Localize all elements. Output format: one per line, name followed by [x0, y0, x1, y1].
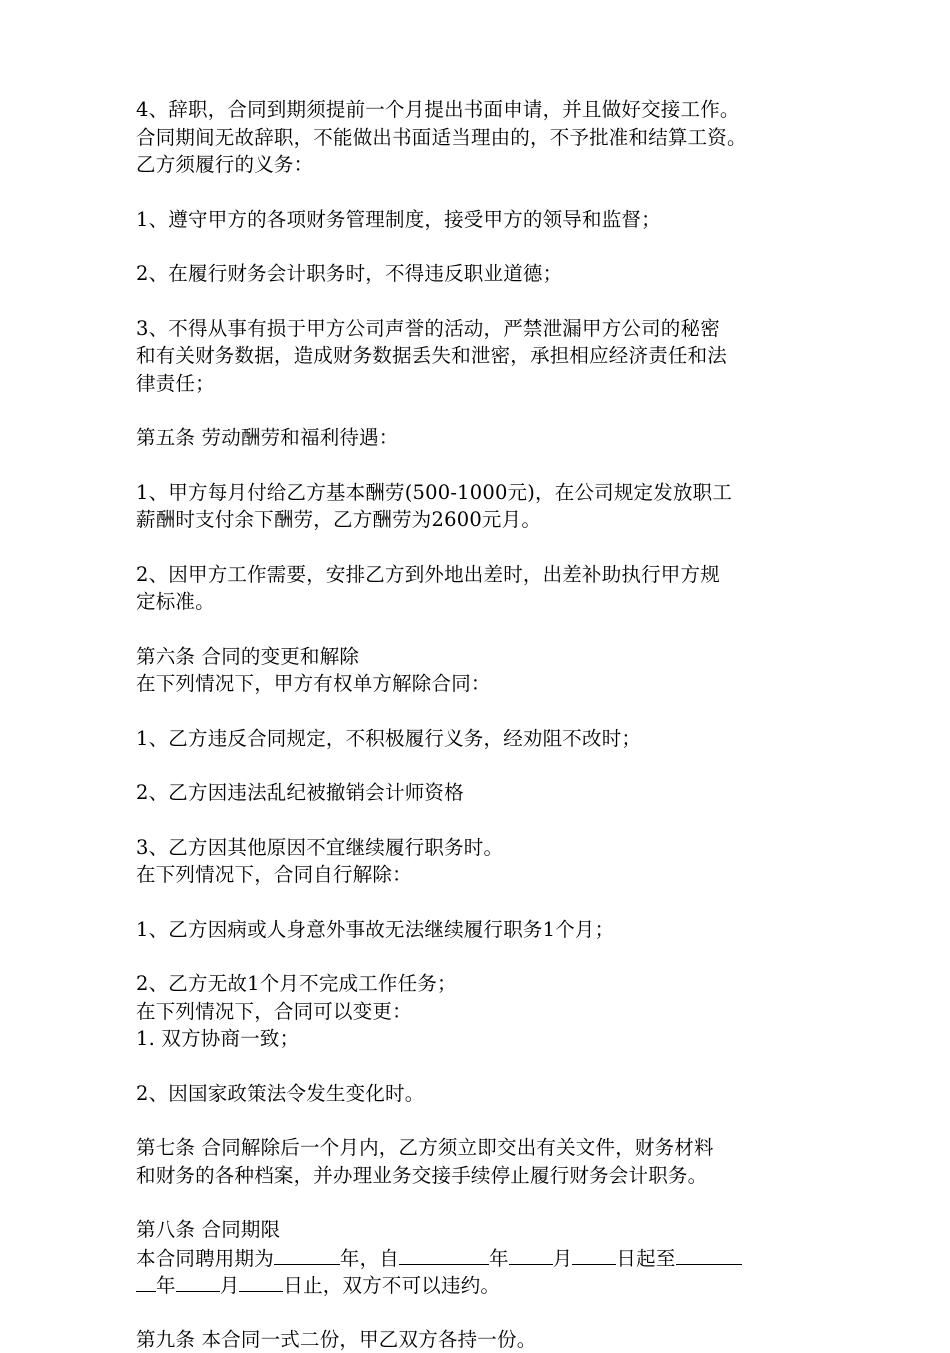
term-line-2 [136, 1271, 826, 1299]
text-line: 在下列情况下，甲方有权单方解除合同： [136, 670, 826, 698]
blank-field [176, 1271, 220, 1292]
text-line: 1、乙方因病或人身意外事故无法继续履行职务1个月； [136, 916, 826, 944]
term-line-1 [136, 1244, 826, 1272]
term-text: 本合同聘用期为 [136, 1247, 274, 1270]
text-line: 定标准。 [136, 588, 826, 616]
text-line: 3、不得从事有损于甲方公司声誉的活动，严禁泄漏甲方公司的秘密 [136, 315, 826, 343]
text-line: 在下列情况下，合同可以变更： [136, 998, 826, 1026]
term-text: 日止，双方不可以违约。 [283, 1274, 500, 1297]
text-line: 2、乙方无故1个月不完成工作任务； [136, 970, 826, 998]
blank-field [274, 1244, 340, 1265]
text-line: 1、遵守甲方的各项财务管理制度，接受甲方的领导和监督； [136, 206, 826, 234]
text-line: 第七条 合同解除后一个月内，乙方须立即交出有关文件，财务材料 [136, 1134, 826, 1162]
blank-field [572, 1244, 616, 1265]
term-text: 年 [156, 1274, 176, 1297]
blank-field [136, 1271, 156, 1292]
term-text: 年 [489, 1247, 509, 1270]
blank-field [676, 1244, 742, 1265]
term-text: 月 [220, 1274, 240, 1297]
text-line: 2、因甲方工作需要，安排乙方到外地出差时，出差补助执行甲方规 [136, 561, 826, 589]
section-heading: 第五条 劳动酬劳和福利待遇： [136, 424, 826, 452]
text-line: 和有关财务数据，造成财务数据丢失和泄密，承担相应经济责任和法 [136, 342, 826, 370]
text-line: 1. 双方协商一致； [136, 1025, 826, 1053]
section-heading: 第八条 合同期限 [136, 1216, 826, 1244]
term-text: 年，自 [340, 1247, 399, 1270]
text-line: 乙方须履行的义务： [136, 151, 826, 179]
text-line: 1、甲方每月付给乙方基本酬劳(500-1000元)，在公司规定发放职工 [136, 479, 826, 507]
text-line: 2、因国家政策法令发生变化时。 [136, 1080, 826, 1108]
text-line: 3、乙方因其他原因不宜继续履行职务时。 [136, 834, 826, 862]
blank-field [399, 1244, 489, 1265]
text-line: 合同期间无故辞职，不能做出书面适当理由的，不予批准和结算工资。 [136, 124, 826, 152]
section-heading: 第六条 合同的变更和解除 [136, 643, 826, 671]
document-page [136, 96, 826, 1353]
term-text: 月 [553, 1247, 573, 1270]
section-heading: 第九条 本合同一式二份，甲乙双方各持一份。 [136, 1326, 826, 1353]
text-line: 1、乙方违反合同规定，不积极履行义务，经劝阻不改时； [136, 725, 826, 753]
blank-field [239, 1271, 283, 1292]
text-line: 薪酬时支付余下酬劳，乙方酬劳为2600元月。 [136, 506, 826, 534]
text-line: 4、辞职，合同到期须提前一个月提出书面申请，并且做好交接工作。 [136, 96, 826, 124]
text-line: 律责任； [136, 370, 826, 398]
term-text: 日起至 [616, 1247, 675, 1270]
text-line: 2、乙方因违法乱纪被撤销会计师资格 [136, 779, 826, 807]
text-line: 2、在履行财务会计职务时，不得违反职业道德； [136, 260, 826, 288]
blank-field [509, 1244, 553, 1265]
text-line: 和财务的各种档案，并办理业务交接手续停止履行财务会计职务。 [136, 1162, 826, 1190]
text-line: 在下列情况下，合同自行解除： [136, 861, 826, 889]
